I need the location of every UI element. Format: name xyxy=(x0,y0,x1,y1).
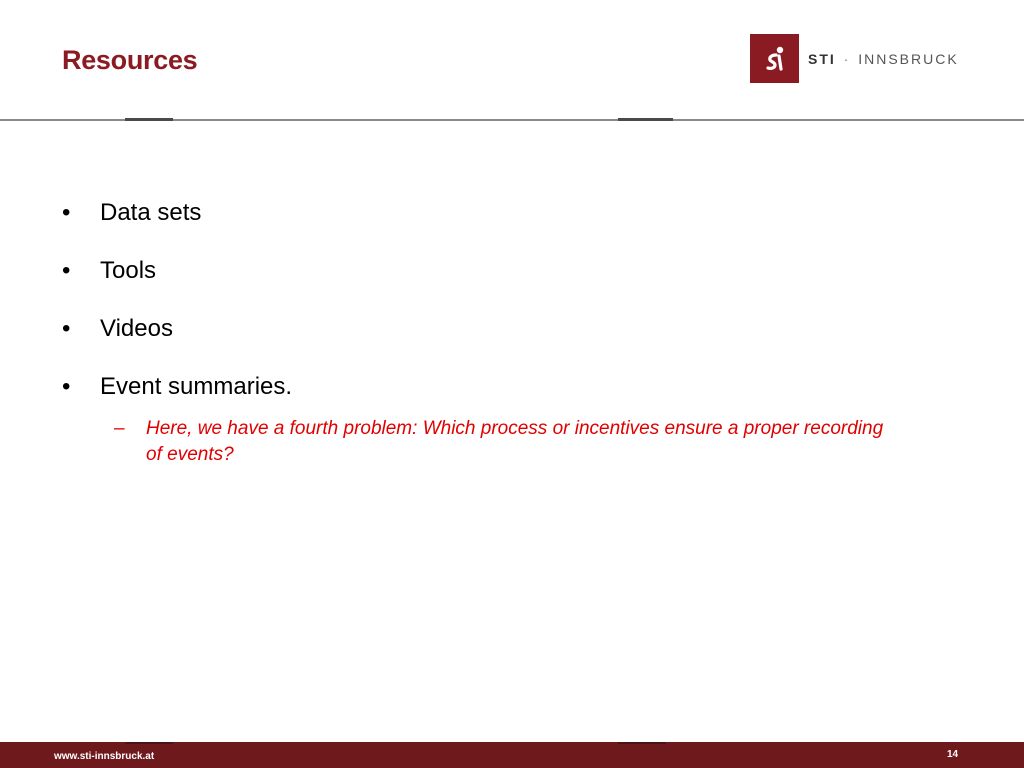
bullet-text: Data sets xyxy=(100,199,202,226)
list-item xyxy=(62,370,292,404)
logo-separator: · xyxy=(843,50,851,67)
bullet-marker: • xyxy=(62,257,71,284)
header-divider-accent xyxy=(618,118,673,121)
logo-name: INNSBRUCK xyxy=(858,50,959,67)
footer-accent xyxy=(618,742,666,744)
footer-bar xyxy=(0,742,1024,768)
bullet-list xyxy=(62,196,292,404)
sub-bullet-marker: – xyxy=(114,418,125,439)
sub-bullet xyxy=(114,416,894,468)
slide-title: Resources xyxy=(62,45,198,75)
logo-wordmark xyxy=(808,51,959,67)
footer-accent xyxy=(125,742,173,744)
list-item xyxy=(62,312,292,346)
footer-url: www.sti-innsbruck.at xyxy=(54,751,155,762)
logo-box xyxy=(750,34,799,83)
sti-figure-icon xyxy=(760,44,790,74)
logo-brand: STI xyxy=(808,50,836,67)
bullet-marker: • xyxy=(62,315,71,342)
list-item xyxy=(62,254,292,288)
page-number: 14 xyxy=(947,749,959,760)
sti-innsbruck-logo xyxy=(750,34,959,83)
bullet-text: Tools xyxy=(100,257,157,284)
bullet-text: Event summaries. xyxy=(100,373,293,400)
sub-bullet-text: Here, we have a fourth problem: Which process or incentives ensure a proper recording of events? xyxy=(146,418,884,465)
bullet-text: Videos xyxy=(100,315,173,342)
header-divider-accent xyxy=(125,118,173,121)
bullet-marker: • xyxy=(62,199,71,226)
list-item xyxy=(62,196,292,230)
bullet-marker: • xyxy=(62,373,71,400)
